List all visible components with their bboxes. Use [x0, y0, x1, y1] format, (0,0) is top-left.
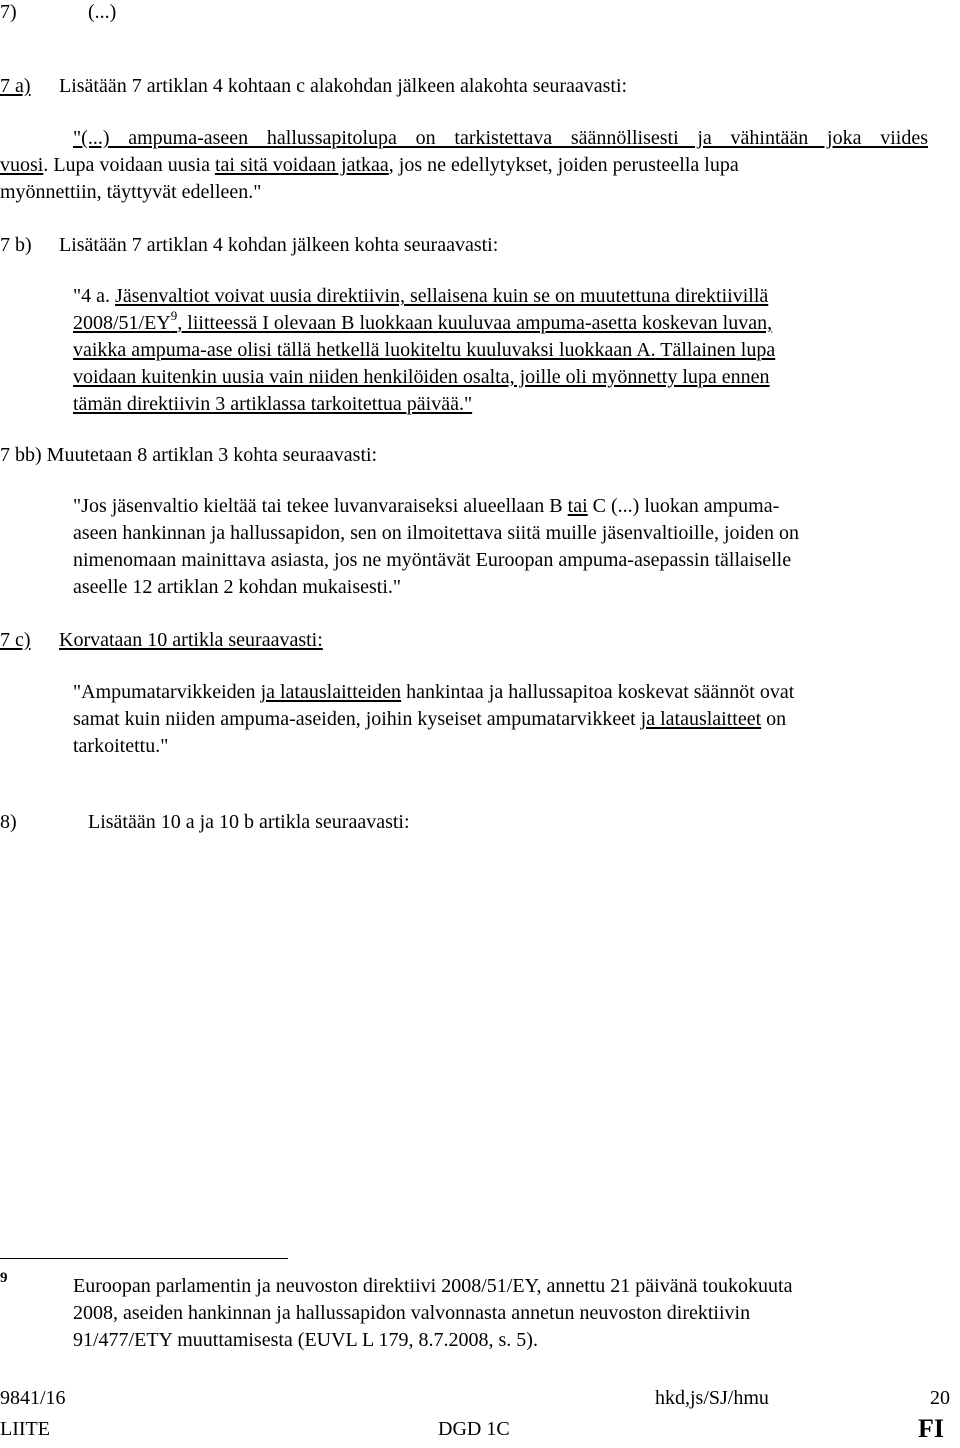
footnote-mark: 9 [0, 1270, 8, 1286]
item-7b-quote-line4: voidaan kuitenkin uusia vain niiden henkilöiden osalta, joille oli myönnetty lupa ennen [73, 366, 770, 388]
item-7b-heading: Lisätään 7 artiklan 4 kohdan jälkeen kohta seuraavasti: [59, 234, 499, 256]
item-7b-quote-label: "4 a. [73, 285, 111, 307]
item-7c-heading: Korvataan 10 artikla seuraavasti: [59, 629, 323, 651]
item-7b-quote-line5: tämän direktiivin 3 artiklassa tarkoitettua päivää." [73, 393, 473, 415]
footer-dg: DGD 1C [438, 1418, 510, 1440]
item-7c-quote-line1 [73, 680, 794, 704]
footer-annex: LIITE [0, 1418, 50, 1440]
item-7bb-heading: 7 bb) Muutetaan 8 artiklan 3 kohta seuraavasti: [0, 444, 378, 466]
item-7b-quote-directive: 2008/51/EY [73, 312, 171, 334]
footer-language: FI [918, 1414, 944, 1443]
item-7a-quote-inserted: tai sitä voidaan jatkaa [214, 154, 389, 176]
item-7a-number: 7 a) [0, 75, 31, 97]
footnote-separator [0, 1258, 288, 1259]
item-7c-quote-end: hankintaa ja hallussapitoa koskevat säännöt ovat [401, 681, 795, 703]
item-7c-quote-line2-start: samat kuin niiden ampuma-aseiden, joihin kyseiset ampumatarvikkeet [73, 708, 641, 730]
item-7b-number: 7 b) [0, 234, 32, 256]
item-7c-quote-line2-inserted: ja latauslaitteet [640, 708, 762, 730]
item-7a-quote-vuosi: vuosi [0, 154, 44, 176]
item-7a-quote-line1: "(...) ampuma-aseen hallussapitolupa on tarkistettava säännöllisesti ja vähintään joka viides [73, 127, 928, 149]
footnote-ref-9[interactable]: 9 [170, 308, 178, 324]
item-7a-quote-end: , jos ne edellytykset, joiden perusteella lupa [388, 154, 739, 176]
item-7c-quote-line2-end: on [761, 708, 787, 730]
item-7a-quote-line3: myönnettiin, täyttyvät edelleen." [0, 181, 262, 203]
item-7b-quote-line1-text: Jäsenvaltiot voivat uusia direktiivin, sellaisena kuin se on muutettuna direktiivillä [115, 285, 769, 307]
item-7c-quote-line3: tarkoitettu." [73, 735, 169, 757]
item-8-heading: Lisätään 10 a ja 10 b artikla seuraavasti: [88, 811, 410, 833]
item-7c-quote-start: "Ampumatarvikkeiden [73, 681, 261, 703]
item-7b-quote-line3-text: vaikka ampuma-ase olisi tällä hetkellä luokiteltu kuuluvaksi luokkaan A. [73, 339, 656, 361]
item-7c-quote-line2 [73, 707, 786, 731]
footer-page-number: 20 [930, 1387, 950, 1409]
item-7a-quote-line2 [0, 153, 940, 177]
item-7a-heading: Lisätään 7 artiklan 4 kohtaan c alakohdan jälkeen alakohta seuraavasti: [59, 75, 628, 97]
item-7a-quote-part: . Lupa voidaan uusia [43, 154, 215, 176]
footer-initials: hkd,js/SJ/hmu [655, 1387, 769, 1409]
footnote-line2: 2008, aseiden hankinnan ja hallussapidon valvonnasta annetun neuvoston direktiivin [73, 1302, 751, 1324]
item-7bb-quote-line1 [73, 494, 779, 518]
item-7b-quote-line3 [73, 338, 775, 362]
item-7c-number: 7 c) [0, 629, 31, 651]
item-8-number: 8) [0, 811, 17, 833]
item-7bb-quote-inserted: tai [567, 495, 588, 517]
footnote-line3: 91/477/ETY muuttamisesta (EUVL L 179, 8.7.2008, s. 5). [73, 1329, 538, 1351]
item-7bb-quote-line3: nimenomaan mainittava asiasta, jos ne myöntävät Euroopan ampuma-asepassin tällaiselle [73, 549, 792, 571]
footer-doc-number: 9841/16 [0, 1387, 66, 1409]
item-7b-quote-line1 [73, 284, 768, 308]
item-7-number: 7) [0, 1, 17, 23]
item-7b-quote-line2-text: , liitteessä I olevaan B luokkaan kuuluvaa ampuma-asetta koskevan luvan, [177, 312, 773, 334]
item-7c-quote-inserted: ja latauslaitteiden [260, 681, 402, 703]
item-7bb-quote-line4: aseelle 12 artiklan 2 kohdan mukaisesti." [73, 576, 402, 598]
item-7b-quote-line2 [73, 308, 773, 335]
item-7bb-quote-line2: aseen hankinnan ja hallussapidon, sen on ilmoitettava siitä muille jäsenvaltioille, joiden on [73, 522, 799, 544]
footnote-line1: Euroopan parlamentin ja neuvoston direktiivi 2008/51/EY, annettu 21 päivänä toukokuuta [73, 1275, 793, 1297]
item-7bb-quote-end: C (...) luokan ampuma- [587, 495, 780, 517]
item-7bb-quote-start: "Jos jäsenvaltio kieltää tai tekee luvanvaraiseksi alueellaan B [73, 495, 568, 517]
item-7b-quote-line3-end: Tällainen lupa [655, 339, 776, 361]
item-7-text: (...) [88, 1, 117, 23]
